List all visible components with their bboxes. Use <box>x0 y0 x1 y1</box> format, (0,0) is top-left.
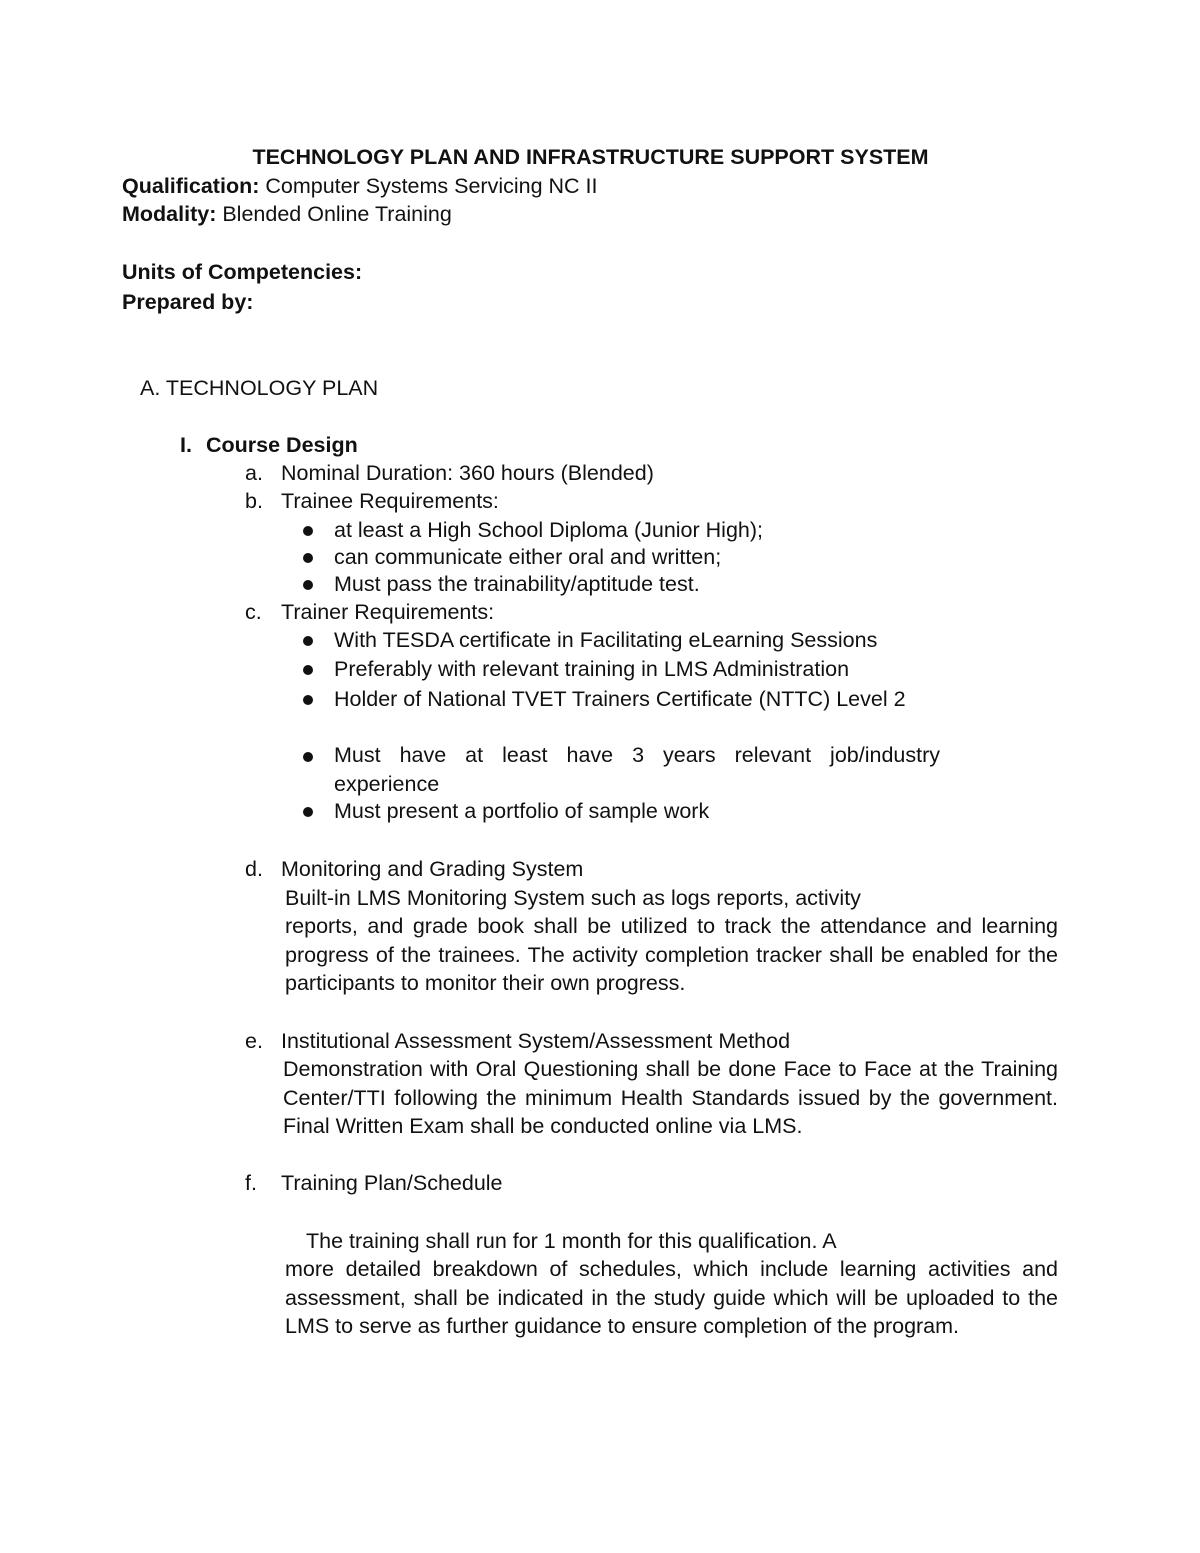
item-d-marker: d. <box>245 857 263 881</box>
trainee-bullet: at least a High School Diploma (Junior High); <box>334 518 764 542</box>
units-of-competencies-label: Units of Competencies: <box>122 260 363 284</box>
modality-label: Modality: <box>122 202 217 226</box>
item-trainee-requirements: Trainee Requirements: <box>281 489 499 513</box>
bullet-dot-icon <box>303 526 313 536</box>
bullet-dot-icon <box>303 807 313 817</box>
modality-value: Blended Online Training <box>222 202 452 226</box>
trainee-bullet: Must pass the trainability/aptitude test. <box>334 572 700 596</box>
course-design-heading: Course Design <box>206 433 358 457</box>
document-title: TECHNOLOGY PLAN AND INFRASTRUCTURE SUPPORT SYSTEM <box>252 145 929 169</box>
course-design-numeral: I. <box>180 433 192 457</box>
qualification-label: Qualification: <box>122 174 260 198</box>
bullet-dot-icon <box>303 695 313 705</box>
bullet-dot-icon <box>303 665 313 675</box>
bullet-dot-icon <box>303 636 313 646</box>
item-e-marker: e. <box>245 1029 263 1053</box>
trainer-bullet: Must have at least have 3 years relevant job/industry experience <box>334 743 940 796</box>
item-nominal-duration: Nominal Duration: 360 hours (Blended) <box>281 461 654 485</box>
item-f-marker: f. <box>245 1171 257 1195</box>
trainee-bullet: can communicate either oral and written; <box>334 545 722 569</box>
item-c-marker: c. <box>245 600 262 624</box>
bullet-dot-icon <box>303 752 313 762</box>
trainer-bullet: Holder of National TVET Trainers Certificate (NTTC) Level 2 <box>334 687 906 711</box>
schedule-first-line: The training shall run for 1 month for this qualification. A <box>306 1229 837 1253</box>
item-a-marker: a. <box>245 461 263 485</box>
trainer-bullet: Must present a portfolio of sample work <box>334 799 710 823</box>
prepared-by-label: Prepared by: <box>122 290 254 314</box>
qualification-value: Computer Systems Servicing NC II <box>265 174 598 198</box>
bullet-dot-icon <box>303 553 313 563</box>
schedule-paragraph: more detailed breakdown of schedules, which include learning activities and assessment, shall be indicated in the study guide which will be uploaded to the LMS to serve as further guidance to ensure completion of the program. <box>285 1257 1058 1338</box>
assessment-paragraph: Demonstration with Oral Questioning shall be done Face to Face at the Training Center/TTI following the minimum Health Standards issued by the government. Final Written Exam shall be conducted online via LMS. <box>283 1057 1058 1138</box>
monitoring-first-line: Built-in LMS Monitoring System such as logs reports, activity <box>285 886 861 910</box>
item-trainer-requirements: Trainer Requirements: <box>281 600 495 624</box>
item-monitoring-grading: Monitoring and Grading System <box>281 857 584 881</box>
modality-row <box>122 200 452 228</box>
item-b-marker: b. <box>245 489 263 513</box>
item-assessment-method: Institutional Assessment System/Assessment Method <box>281 1029 791 1053</box>
monitoring-paragraph: reports, and grade book shall be utilized to track the attendance and learning progress of the trainees. The activity completion tracker shall be enabled for the participants to monitor their own progress. <box>285 914 1058 995</box>
bullet-dot-icon <box>303 580 313 590</box>
section-a-heading: A. TECHNOLOGY PLAN <box>140 376 379 400</box>
qualification-row <box>122 172 598 200</box>
item-training-plan: Training Plan/Schedule <box>281 1171 503 1195</box>
trainer-bullet: Preferably with relevant training in LMS Administration <box>334 657 850 681</box>
trainer-bullet: With TESDA certificate in Facilitating eLearning Sessions <box>334 628 878 652</box>
